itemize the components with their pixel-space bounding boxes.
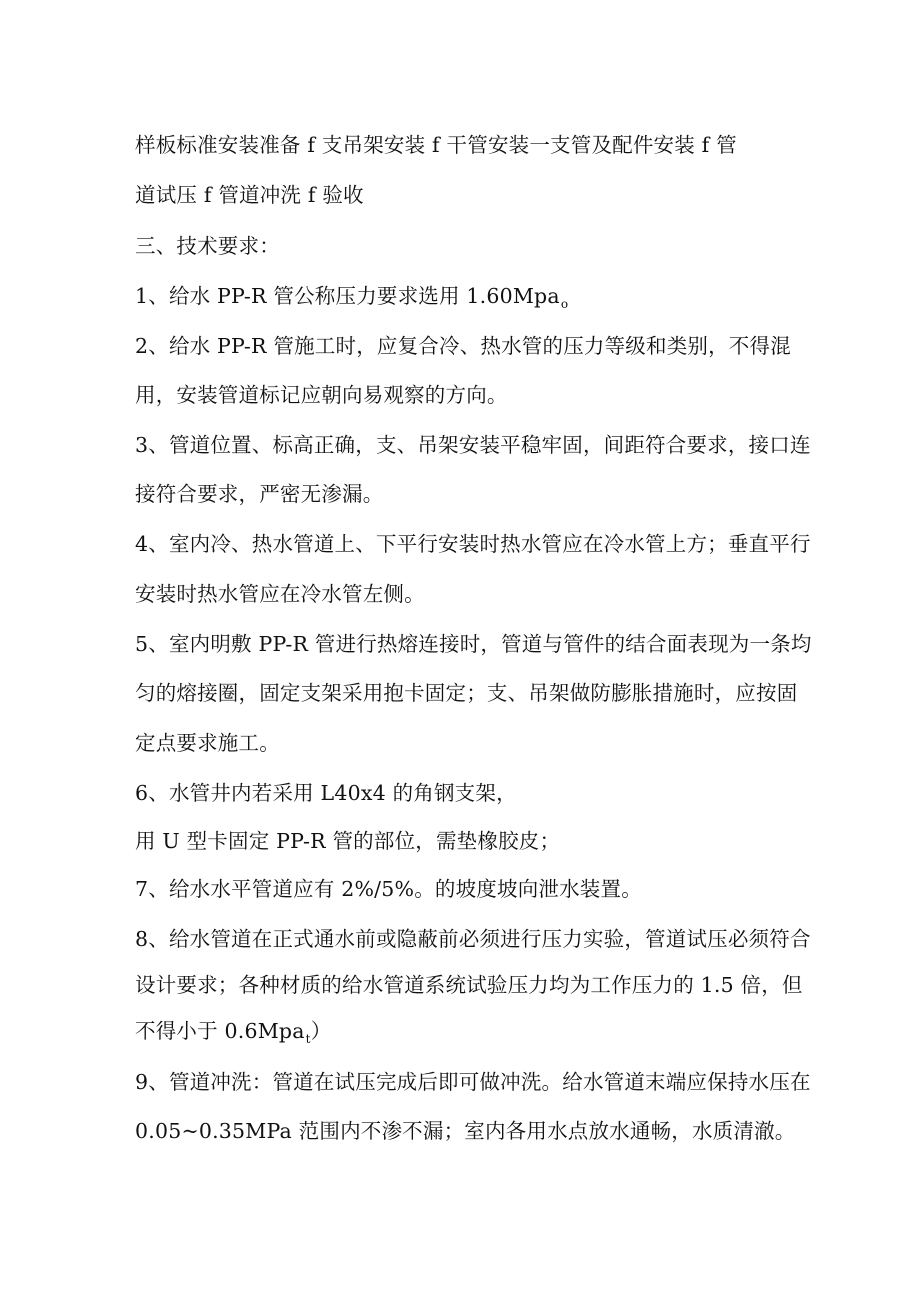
text-line: 匀的熔接圈，固定支架采用抱卡固定；支、吊架做防膨胀措施时，应按固 — [135, 681, 798, 705]
text-line: 用 U 型卡固定 PP-R 管的部位，需垫橡胶皮； — [135, 829, 561, 853]
text-line: 0.05~0.35MPa 范围内不渗不漏；室内各用水点放水通畅，水质清澈。 — [135, 1119, 796, 1143]
text-line: 9、管道冲洗：管道在试压完成后即可做冲洗。给水管道末端应保持水压在 — [135, 1070, 811, 1094]
text-line: 5、室内明敷 PP-R 管进行热熔连接时，管道与管件的结合面表现为一条均 — [135, 632, 812, 656]
text-line: 定点要求施工。 — [135, 731, 280, 755]
text-line: 道试压 f 管道冲洗 f 验收 — [135, 183, 364, 207]
text-span: 不得小于 0.6Mpa — [135, 1019, 305, 1043]
text-line: 7、给水水平管道应有 2%/5%。的坡度坡向泄水装置。 — [135, 877, 642, 901]
text-line: 4、室内冷、热水管道上、下平行安装时热水管应在冷水管上方；垂直平行 — [135, 532, 811, 556]
text-line: 安装时热水管应在冷水管左侧。 — [135, 582, 425, 606]
subscript-mark: t — [305, 1032, 311, 1046]
text-line: 样板标准安装准备 f 支吊架安装 f 干管安装一支管及配件安装 f 管 — [135, 133, 737, 157]
text-line — [135, 1017, 331, 1053]
text-line: 用，安装管道标记应朝向易观察的方向。 — [135, 383, 508, 407]
text-line: 2、给水 PP-R 管施工时，应复合冷、热水管的压力等级和类别，不得混 — [135, 334, 791, 358]
text-span: 1、给水 PP-R 管公称压力要求选用 1.60Mpa — [135, 284, 560, 308]
text-line — [135, 282, 568, 318]
text-line: 设计要求；各种材质的给水管道系统试验压力均为工作压力的 1.5 倍，但 — [135, 973, 803, 997]
text-line: 接符合要求，严密无渗漏。 — [135, 482, 384, 506]
subscript-mark: o — [560, 297, 569, 311]
text-span: ） — [310, 1019, 332, 1043]
text-line: 3、管道位置、标高正确，支、吊架安装平稳牢固，间距符合要求，接口连 — [135, 433, 811, 457]
text-line: 6、水管井内若采用 L40x4 的角钢支架， — [135, 781, 517, 805]
section-heading: 三、技术要求： — [135, 234, 280, 258]
text-line: 8、给水管道在正式通水前或隐蔽前必须进行压力实验，管道试压必须符合 — [135, 927, 811, 951]
